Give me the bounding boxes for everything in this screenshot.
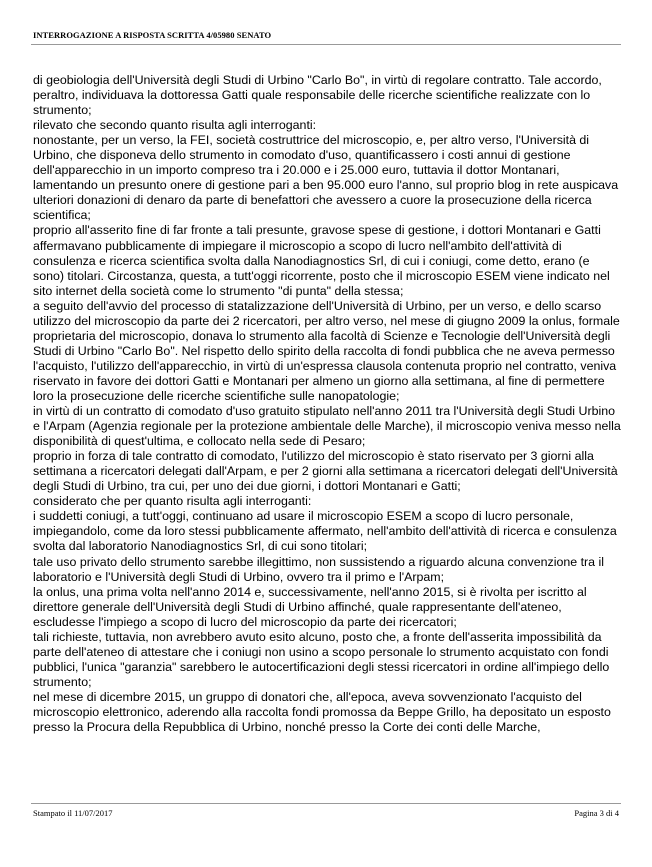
header-divider xyxy=(31,44,621,45)
print-date: Stampato il 11/07/2017 xyxy=(33,808,113,818)
paragraph: in virtù di un contratto di comodato d'uso gratuito stipulato nell'anno 2011 tra l'Università degli Studi Urbino e l'Arpam (Agenzia regionale per la protezione ambientale delle Marche), il microscopio veniva messo nella disponibilità di quest'ultima, e collocato nella sede di Pesaro; xyxy=(33,404,621,449)
document-body xyxy=(33,73,623,735)
paragraph: la onlus, una prima volta nell'anno 2014 e, successivamente, nell'anno 2015, si è rivolta per iscritto al direttore generale dell'Università degli Studi di Urbino affinché, quale rappresentante dell'ateneo, escludesse l'impiego a scopo di lucro del microscopio da parte dei ricercatori; xyxy=(33,584,587,629)
paragraph: proprio all'asserito fine di far fronte a tali presunte, gravose spese di gestione, i dottori Montanari e Gatti affermavano pubblicamente di impiegare il microscopio a scopo di lucro nell'ambito dell'attività di consulenza e ricerca scientifica svolta dalla Nanodiagnostics Srl, di cui i coniugi, come detto, erano (e sono) titolari. Circostanza, questa, a tutt'oggi ricorrente, posto che il microscopio ESEM viene indicato nel sito internet della società come lo strumento "di punta" della stessa; xyxy=(33,223,610,298)
paragraph: a seguito dell'avvio del processo di statalizzazione dell'Università di Urbino, per un verso, e dello scarso utilizzo del microscopio da parte dei 2 ricercatori, per altro verso, nel mese di giugno 2009 la onlus, formale proprietaria del microscopio, donava lo strumento alla facoltà di Scienze e Tecnologie dell'Università degli Studi di Urbino "Carlo Bo". Nel rispetto dello spirito della raccolta di fondi pubblica che ne aveva permesso l'acquisto, l'utilizzo dell'apparecchio, in virtù di un'espressa clausola contenuta proprio nel contratto, veniva riservato in favore dei dottori Gatti e Montanari per almeno un giorno alla settimana, al fine di permettere loro la prosecuzione delle ricerche scientifiche sulle nanopatologie; xyxy=(33,298,620,403)
paragraph: considerato che per quanto risulta agli interroganti: xyxy=(33,494,312,509)
paragraph: di geobiologia dell'Università degli Studi di Urbino "Carlo Bo", in virtù di regolare contratto. Tale accordo, peraltro, individuava la dottoressa Gatti quale responsabile delle ricerche scientifiche realizzate con lo strumento; xyxy=(33,73,602,118)
paragraph: nonostante, per un verso, la FEI, società costruttrice del microscopio, e, per altro verso, l'Università di Urbino, che disponeva dello strumento in comodato d'uso, quantificassero i costi annui di gestione dell'apparecchio in un importo compreso tra i 20.000 e i 25.000 euro, tuttavia il dottor Montanari, lamentando un presunto onere di gestione pari a ben 95.000 euro l'anno, sul proprio blog in rete auspicava ulteriori donazioni di denaro da parte di benefattori che avessero a cuore la prosecuzione della ricerca scientifica; xyxy=(33,133,619,223)
document-header: INTERROGAZIONE A RISPOSTA SCRITTA 4/05980 SENATO xyxy=(33,30,272,40)
paragraph: tale uso privato dello strumento sarebbe illegittimo, non sussistendo a riguardo alcuna convenzione tra il laboratorio e l'Università degli Studi di Urbino, ovvero tra il primo e l'Arpam; xyxy=(33,554,604,584)
paragraph: rilevato che secondo quanto risulta agli interroganti: xyxy=(33,118,317,133)
paragraph: i suddetti coniugi, a tutt'oggi, continuano ad usare il microscopio ESEM a scopo di lucro personale, impiegandolo, come da loro stessi pubblicamente affermato, nell'ambito dell'attività di ricerca e consulenza svolta dal laboratorio Nanodiagnostics Srl, di cui sono titolari; xyxy=(33,509,617,554)
footer-divider xyxy=(31,803,621,804)
page-number: Pagina 3 di 4 xyxy=(574,808,619,818)
paragraph: nel mese di dicembre 2015, un gruppo di donatori che, all'epoca, aveva sovvenzionato l'acquisto del microscopio elettronico, aderendo alla raccolta fondi promossa da Beppe Grillo, ha depositato un esposto presso la Procura della Repubblica di Urbino, nonché presso la Corte dei conti delle Marche, xyxy=(33,689,611,735)
paragraph: proprio in forza di tale contratto di comodato, l'utilizzo del microscopio è stato riservato per 3 giorni alla settimana a ricercatori delegati dall'Arpam, e per 2 giorni alla settimana a ricercatori delegati dell'Università degli Studi di Urbino, tra cui, per uno dei due giorni, i dottori Montanari e Gatti; xyxy=(33,449,618,494)
paragraph: tali richieste, tuttavia, non avrebbero avuto esito alcuno, posto che, a fronte dell'asserita impossibilità da parte dell'ateneo di attestare che i coniugi non usino a scopo personale lo strumento acquistato con fondi pubblici, l'unica "garanzia" sarebbero le autocertificazioni degli stessi ricercatori in ordine all'impiego dello strumento; xyxy=(33,629,610,689)
